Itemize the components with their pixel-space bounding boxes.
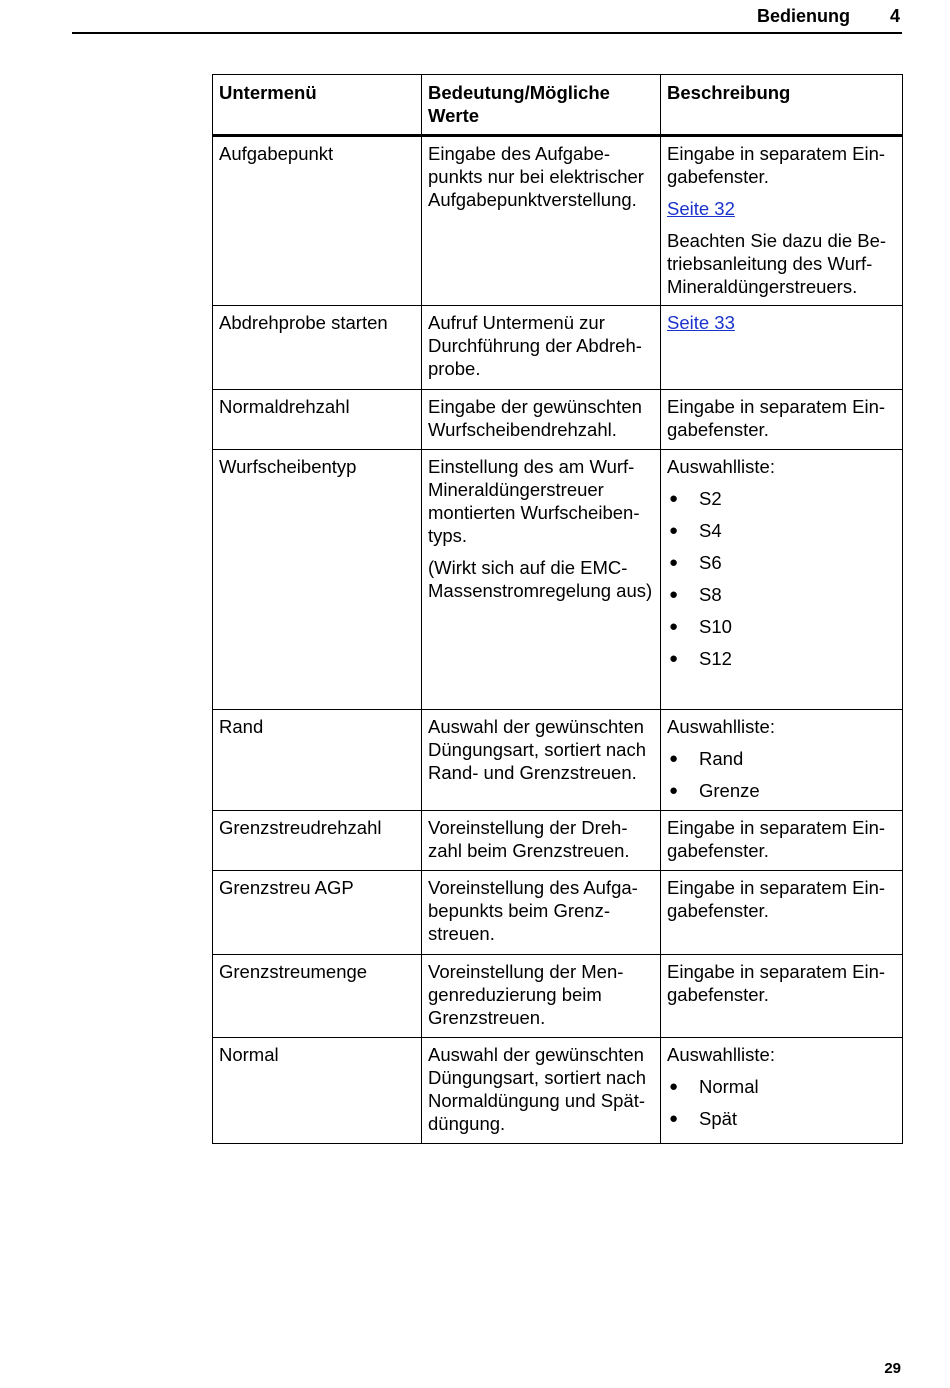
option-list [667,487,896,670]
description-note: Beachten Sie dazu die Be-triebsanleitung des Wurf-Mineraldüngerstreuers. [667,230,887,297]
meaning-text: Voreinstellung der Men-genreduzierung beim Grenzstreuen. [428,961,624,1028]
table-row [213,710,903,811]
meaning-text: Eingabe der gewünschten Wurfscheibendrehzahl. [428,396,642,440]
list-item: ● S6 [667,551,896,574]
table-header-row [213,75,903,136]
cell-meaning [422,450,661,710]
list-item: ● S12 [667,647,896,670]
description-text: Eingabe in separatem Ein-gabefenster. [667,143,886,187]
table-row [213,136,903,306]
cell-meaning [422,1038,661,1144]
cell-menu: Aufgabepunkt [213,136,422,306]
column-header-description: Beschreibung [661,75,903,136]
page-header [72,4,902,34]
meaning-text: Voreinstellung der Dreh-zahl beim Grenzstreuen. [428,817,630,861]
section-title: Bedienung [757,6,850,26]
meaning-text: Aufruf Untermenü zur Durchführung der Abdreh-probe. [428,312,642,379]
page-link[interactable]: Seite 32 [667,198,735,219]
table-row [213,955,903,1038]
list-item: ● Rand [667,747,896,770]
table-row [213,306,903,390]
meaning-text: Eingabe des Aufgabe-punkts nur bei elektrischer Aufgabepunktverstellung. [428,143,644,210]
cell-meaning [422,306,661,390]
cell-meaning [422,136,661,306]
description-text: Eingabe in separatem Ein-gabefenster. [667,396,886,440]
cell-description [661,306,903,390]
cell-description [661,1038,903,1144]
cell-description [661,955,903,1038]
list-item: ● S8 [667,583,896,606]
description-text: Eingabe in separatem Ein-gabefenster. [667,877,886,921]
cell-description [661,811,903,871]
description-text: Eingabe in separatem Ein-gabefenster. [667,817,886,861]
list-item: ● Spät [667,1107,896,1130]
cell-menu: Abdrehprobe starten [213,306,422,390]
cell-description [661,871,903,955]
chapter-number: 4 [889,6,900,26]
meaning-text: Einstellung des am Wurf-Mineraldüngerstreuer montierten Wurfscheiben-typs. [428,456,640,546]
description-text: Eingabe in separatem Ein-gabefenster. [667,961,886,1005]
table-row [213,390,903,450]
cell-meaning [422,955,661,1038]
meaning-text: Auswahl der gewünschten Düngungsart, sortiert nach Rand- und Grenzstreuen. [428,716,647,783]
list-item: ● Normal [667,1075,896,1098]
submenu-table [212,74,903,1144]
cell-description [661,390,903,450]
page-number: 29 [884,1360,901,1377]
column-header-menu: Untermenü [213,75,422,136]
cell-menu: Grenzstreumenge [213,955,422,1038]
meaning-text: Voreinstellung des Aufga-bepunkts beim Grenz-streuen. [428,877,638,944]
cell-menu: Rand [213,710,422,811]
cell-description [661,450,903,710]
page-link[interactable]: Seite 33 [667,312,735,333]
cell-meaning [422,710,661,811]
cell-menu: Normaldrehzahl [213,390,422,450]
list-item: ● S4 [667,519,896,542]
cell-menu: Grenzstreu AGP [213,871,422,955]
cell-meaning [422,390,661,450]
description-text: Auswahlliste: [667,1044,775,1065]
cell-menu: Wurfscheibentyp [213,450,422,710]
option-list [667,747,896,802]
cell-menu: Normal [213,1038,422,1144]
list-item: ● Grenze [667,779,896,802]
cell-description [661,136,903,306]
cell-description [661,710,903,811]
cell-meaning [422,811,661,871]
table-row [213,1038,903,1144]
list-item: ● S2 [667,487,896,510]
description-text: Auswahlliste: [667,716,775,737]
table-row [213,811,903,871]
cell-meaning [422,871,661,955]
table-row [213,450,903,710]
column-header-meaning: Bedeutung/Mögliche Werte [422,75,661,136]
cell-menu: Grenzstreudrehzahl [213,811,422,871]
meaning-note: (Wirkt sich auf die EMC-Massenstromregelung aus) [428,557,653,601]
option-list [667,1075,896,1130]
list-item: ● S10 [667,615,896,638]
table-row [213,871,903,955]
description-text: Auswahlliste: [667,456,775,477]
meaning-text: Auswahl der gewünschten Düngungsart, sortiert nach Normaldüngung und Spät-düngung. [428,1044,647,1134]
